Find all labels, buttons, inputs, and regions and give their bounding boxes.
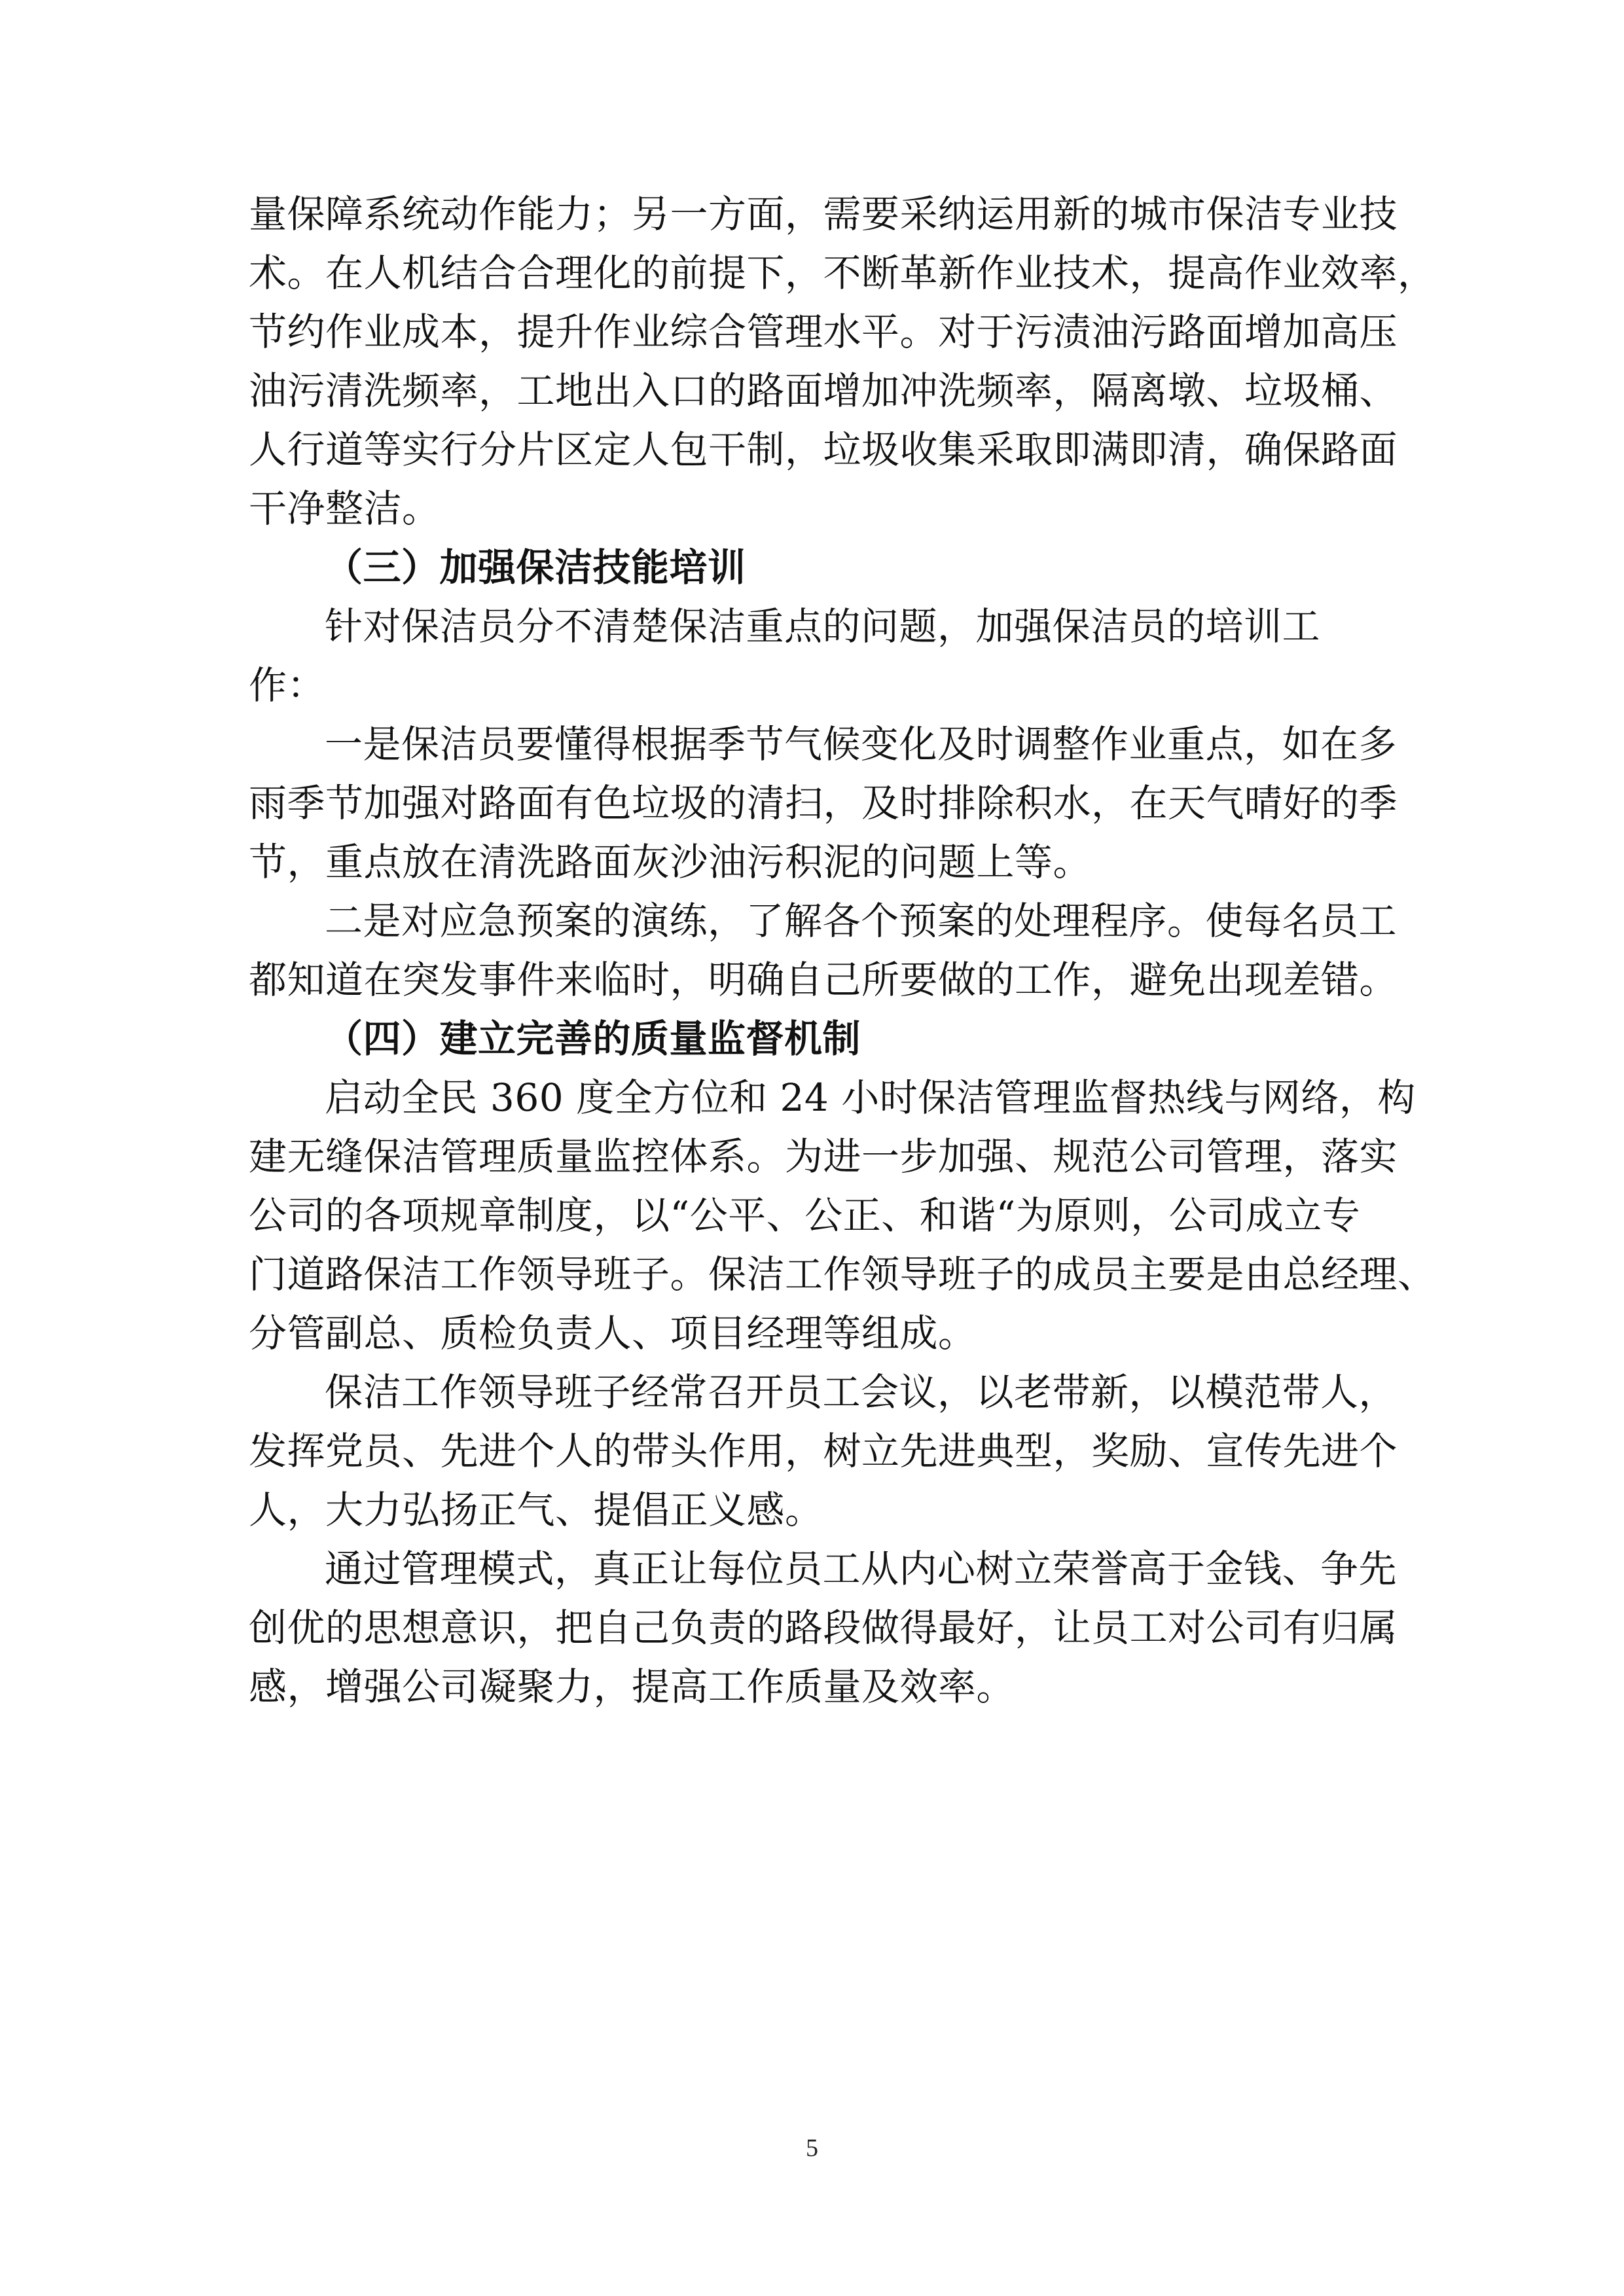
- text-line: 创优的思想意识，把自己负责的路段做得最好，让员工对公司有归属: [249, 1605, 1398, 1650]
- text-line: 都知道在突发事件来临时，明确自己所要做的工作，避免出现差错。: [249, 958, 1398, 1002]
- paragraph-5: [249, 1068, 1436, 1363]
- text-line: 术。在人机结合合理化的前提下，不断革新作业技术，提高作业效率，: [249, 251, 1436, 295]
- paragraph-7: [249, 1539, 1398, 1716]
- page-number: 5: [806, 2134, 818, 2162]
- text-line: 雨季节加强对路面有色垃圾的清扫，及时排除积水，在天气晴好的季: [249, 781, 1398, 825]
- text-line: 二是对应急预案的演练，了解各个预案的处理程序。使每名员工: [325, 899, 1398, 943]
- text-line: 门道路保洁工作领导班子。保洁工作领导班子的成员主要是由总经理、: [249, 1252, 1436, 1297]
- text-line: 量保障系统动作能力；另一方面，需要采纳运用新的城市保洁专业技: [249, 192, 1398, 236]
- text-line: 建无缝保洁管理质量监控体系。为进一步加强、规范公司管理，落实: [249, 1134, 1398, 1179]
- text-line: 一是保洁员要懂得根据季节气候变化及时调整作业重点，如在多: [325, 722, 1398, 766]
- text-line: 启动全民 360 度全方位和 24 小时保洁管理监督热线与网络，构: [325, 1075, 1416, 1120]
- paragraph-1: [249, 185, 1436, 538]
- section-heading-4: （四）建立完善的质量监督机制: [325, 1016, 861, 1061]
- paragraph-6: [249, 1363, 1398, 1539]
- text-line: 保洁工作领导班子经常召开员工会议，以老带新，以模范带人，: [325, 1370, 1398, 1414]
- text-line: 干净整洁。: [249, 486, 441, 531]
- text-line: 分管副总、质检负责人、项目经理等组成。: [249, 1311, 977, 1355]
- text-line: 感，增强公司凝聚力，提高工作质量及效率。: [249, 1664, 1015, 1709]
- text-line: 油污清洗频率，工地出入口的路面增加冲洗频率，隔离墩、垃圾桶、: [249, 368, 1398, 413]
- text-line: 公司的各项规章制度，以“公平、公正、和谐“为原则，公司成立专: [249, 1193, 1361, 1238]
- document-body: [249, 185, 1436, 1716]
- paragraph-2: 针对保洁员分不清楚保洁重点的问题，加强保洁员的培训工作：: [249, 604, 1321, 708]
- text-line: 节约作业成本，提升作业综合管理水平。对于污渍油污路面增加高压: [249, 310, 1398, 354]
- paragraph-3: [249, 715, 1398, 891]
- section-heading-3: （三）加强保洁技能培训: [325, 545, 746, 590]
- paragraph-4: [249, 891, 1398, 1009]
- text-line: 发挥党员、先进个人的带头作用，树立先进典型，奖励、宣传先进个: [249, 1429, 1398, 1473]
- text-line: 通过管理模式，真正让每位员工从内心树立荣誉高于金钱、争先: [325, 1547, 1398, 1591]
- text-line: 节，重点放在清洗路面灰沙油污积泥的问题上等。: [249, 840, 1092, 884]
- text-line: 人，大力弘扬正气、提倡正义感。: [249, 1488, 823, 1532]
- text-line: 人行道等实行分片区定人包干制，垃圾收集采取即满即清，确保路面: [249, 427, 1398, 472]
